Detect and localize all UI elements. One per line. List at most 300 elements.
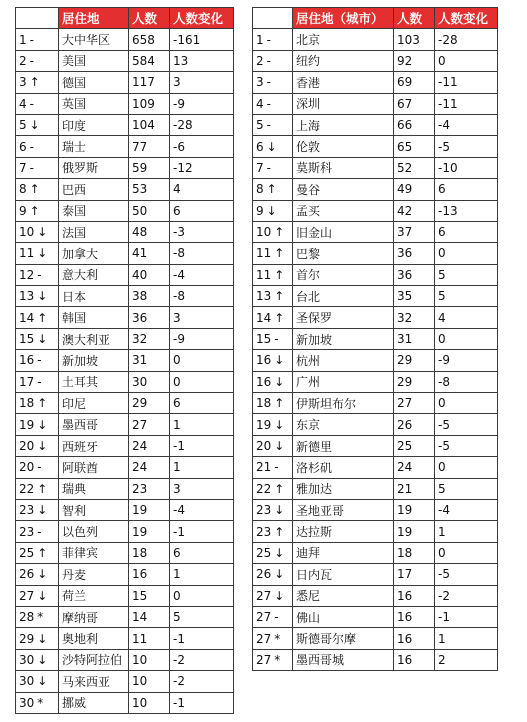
count-cell: 17	[394, 564, 435, 585]
rank-trend-icon: ↓	[274, 374, 285, 389]
location-cell: 韩国	[59, 307, 129, 328]
table-row	[16, 564, 234, 585]
rank-trend-icon: ↓	[37, 567, 48, 582]
count-cell: 40	[129, 264, 170, 285]
count-cell: 52	[394, 157, 435, 178]
location-cell: 墨西哥城	[293, 649, 394, 670]
count-cell: 29	[394, 350, 435, 371]
change-cell: -5	[435, 564, 498, 585]
rank-cell	[253, 521, 293, 542]
change-cell: 1	[435, 628, 498, 649]
table-row	[253, 114, 498, 135]
count-cell: 36	[129, 307, 170, 328]
rank-cell	[253, 542, 293, 563]
count-cell: 104	[129, 114, 170, 135]
rank-cell	[16, 157, 59, 178]
count-cell: 48	[129, 221, 170, 242]
count-cell: 32	[129, 328, 170, 349]
table-row	[16, 114, 234, 135]
location-cell: 土耳其	[59, 371, 129, 392]
table-row	[253, 221, 498, 242]
table-row	[253, 72, 498, 93]
rank-number: 1	[256, 32, 264, 47]
count-cell: 16	[394, 606, 435, 627]
location-cell: 瑞典	[59, 478, 129, 499]
table-row	[253, 136, 498, 157]
location-cell: 首尔	[293, 264, 394, 285]
count-cell: 30	[129, 371, 170, 392]
location-cell: 新加坡	[59, 350, 129, 371]
change-cell: 6	[170, 200, 234, 221]
count-cell: 27	[129, 414, 170, 435]
change-cell: -4	[435, 499, 498, 520]
table-row	[253, 393, 498, 414]
rank-cell	[253, 179, 293, 200]
rank-trend-icon: *	[274, 631, 281, 646]
rank-number: 26	[256, 567, 272, 582]
rank-cell	[253, 457, 293, 478]
location-cell: 佛山	[293, 606, 394, 627]
rank-trend-icon: ↓	[266, 203, 277, 218]
rank-trend-icon: ↓	[266, 139, 277, 154]
rank-cell	[253, 50, 293, 71]
change-cell: -5	[435, 414, 498, 435]
change-cell: -1	[170, 628, 234, 649]
rank-trend-icon: ↓	[37, 439, 48, 453]
change-cell: -13	[435, 200, 498, 221]
rank-trend-icon: ↑	[274, 246, 285, 261]
table-row	[253, 93, 498, 114]
rank-number: 23	[256, 503, 272, 518]
location-cell: 斯德哥尔摩	[293, 628, 394, 649]
rank-trend-icon: ↓	[274, 503, 285, 518]
rank-number: 13	[19, 289, 35, 304]
change-cell: -8	[435, 371, 498, 392]
change-cell: 0	[435, 50, 498, 71]
count-cell: 19	[394, 499, 435, 520]
location-cell: 洛杉矶	[293, 457, 394, 478]
location-cell: 西班牙	[59, 435, 129, 456]
rank-trend-icon: *	[37, 610, 44, 625]
country-ranking-table	[15, 7, 234, 714]
rank-trend-icon: ↑	[274, 481, 285, 496]
rank-trend-icon: ↓	[37, 417, 48, 432]
change-cell: -9	[435, 350, 498, 371]
change-cell: -12	[170, 157, 234, 178]
change-cell: -11	[435, 93, 498, 114]
change-cell: 6	[170, 542, 234, 563]
location-cell: 英国	[59, 93, 129, 114]
count-cell: 19	[129, 499, 170, 520]
rank-number: 1	[19, 32, 27, 47]
change-cell: -2	[170, 671, 234, 692]
change-cell: -28	[435, 29, 498, 50]
rank-number: 16	[256, 374, 272, 389]
rank-trend-icon: -	[266, 75, 271, 90]
rank-cell	[253, 136, 293, 157]
table-row	[253, 179, 498, 200]
rank-number: 10	[19, 225, 35, 240]
rank-cell	[253, 200, 293, 221]
rank-trend-icon: ↓	[37, 503, 48, 518]
rank-number: 20	[19, 439, 35, 453]
change-cell: 1	[170, 414, 234, 435]
rank-number: 14	[19, 310, 35, 325]
rank-number: 27	[256, 588, 272, 603]
rank-trend-icon: ↑	[266, 182, 277, 197]
count-cell: 10	[129, 649, 170, 670]
rank-number: 7	[256, 160, 264, 175]
rank-number: 20	[256, 439, 272, 453]
rank-number: 25	[256, 545, 272, 560]
rank-number: 6	[256, 139, 264, 154]
location-cell: 德国	[59, 72, 129, 93]
rank-cell	[253, 371, 293, 392]
table-row	[253, 200, 498, 221]
location-cell: 挪威	[59, 692, 129, 713]
rank-trend-icon: -	[37, 353, 42, 368]
rank-trend-icon: -	[29, 139, 34, 154]
rank-header	[253, 8, 293, 29]
count-cell: 92	[394, 50, 435, 71]
change-cell: -28	[170, 114, 234, 135]
rank-cell	[16, 307, 59, 328]
rank-cell	[16, 564, 59, 585]
rank-trend-icon: ↑	[37, 481, 48, 496]
count-cell: 36	[394, 264, 435, 285]
change-cell: 0	[170, 350, 234, 371]
count-cell: 59	[129, 157, 170, 178]
rank-cell	[253, 157, 293, 178]
rank-cell	[253, 286, 293, 307]
location-cell: 台北	[293, 286, 394, 307]
rank-cell	[16, 200, 59, 221]
rank-cell	[16, 179, 59, 200]
rank-trend-icon: ↓	[274, 588, 285, 603]
rank-trend-icon: ↓	[274, 353, 285, 368]
location-cell: 东京	[293, 414, 394, 435]
table-row	[253, 29, 498, 50]
location-cell: 泰国	[59, 200, 129, 221]
change-cell: 6	[435, 179, 498, 200]
rank-cell	[253, 350, 293, 371]
table-row	[253, 414, 498, 435]
rank-trend-icon: ↓	[274, 439, 285, 453]
location-cell: 巴黎	[293, 243, 394, 264]
table-row	[16, 649, 234, 670]
count-header: 人数	[394, 8, 435, 29]
rank-number: 12	[19, 267, 35, 282]
table-row	[253, 50, 498, 71]
change-cell: -5	[435, 136, 498, 157]
table-row	[16, 136, 234, 157]
rank-number: 23	[19, 503, 35, 518]
location-cell: 曼谷	[293, 179, 394, 200]
table-row	[16, 350, 234, 371]
table-row	[253, 606, 498, 627]
table-row	[16, 542, 234, 563]
change-cell: -1	[170, 521, 234, 542]
table-row	[16, 221, 234, 242]
location-cell: 深圳	[293, 93, 394, 114]
rank-cell	[253, 478, 293, 499]
rank-number: 4	[19, 96, 27, 111]
rank-number: 23	[256, 524, 272, 539]
rank-number: 19	[256, 417, 272, 432]
count-cell: 67	[394, 93, 435, 114]
table-row	[16, 435, 234, 456]
rank-cell	[16, 29, 59, 50]
location-cell: 荷兰	[59, 585, 129, 606]
change-cell: -2	[435, 585, 498, 606]
count-cell: 14	[129, 606, 170, 627]
change-cell: 13	[170, 50, 234, 71]
rank-trend-icon: -	[29, 96, 34, 111]
rank-number: 19	[19, 417, 35, 432]
change-cell: -10	[435, 157, 498, 178]
table-row	[253, 328, 498, 349]
change-cell: 3	[170, 72, 234, 93]
rank-cell	[16, 350, 59, 371]
rank-number: 5	[256, 118, 264, 133]
rank-number: 16	[256, 353, 272, 368]
rank-trend-icon: -	[266, 96, 271, 111]
location-cell: 沙特阿拉伯	[59, 649, 129, 670]
change-cell: 0	[435, 457, 498, 478]
rank-number: 3	[19, 75, 27, 90]
city-ranking-table	[252, 7, 498, 671]
count-cell: 16	[394, 649, 435, 670]
rank-cell	[16, 649, 59, 670]
rank-cell	[16, 671, 59, 692]
rank-cell	[16, 393, 59, 414]
rank-cell	[16, 371, 59, 392]
count-cell: 69	[394, 72, 435, 93]
location-cell: 俄罗斯	[59, 157, 129, 178]
location-cell: 巴西	[59, 179, 129, 200]
location-cell: 阿联酋	[59, 457, 129, 478]
rank-cell	[16, 542, 59, 563]
change-cell: -9	[170, 328, 234, 349]
rank-number: 27	[256, 610, 272, 625]
count-cell: 36	[394, 243, 435, 264]
rank-trend-icon: ↑	[29, 182, 40, 197]
change-cell: -1	[170, 435, 234, 456]
count-cell: 77	[129, 136, 170, 157]
table-row	[253, 628, 498, 649]
table-row	[253, 499, 498, 520]
count-cell: 32	[394, 307, 435, 328]
rank-cell	[253, 72, 293, 93]
location-cell: 加拿大	[59, 243, 129, 264]
table-row	[253, 157, 498, 178]
rank-cell	[16, 72, 59, 93]
change-cell: 6	[435, 221, 498, 242]
rank-cell	[16, 499, 59, 520]
count-cell: 35	[394, 286, 435, 307]
count-cell: 65	[394, 136, 435, 157]
table-row	[16, 243, 234, 264]
table-row	[16, 157, 234, 178]
rank-trend-icon: *	[274, 652, 281, 667]
count-cell: 25	[394, 435, 435, 456]
change-cell: 5	[170, 606, 234, 627]
rank-cell	[253, 564, 293, 585]
change-cell: 2	[435, 649, 498, 670]
rank-trend-icon: ↑	[274, 396, 285, 411]
location-cell: 雅加达	[293, 478, 394, 499]
location-cell: 智利	[59, 499, 129, 520]
change-cell: -9	[170, 93, 234, 114]
header-row	[253, 8, 498, 29]
location-cell: 伊斯坦布尔	[293, 393, 394, 414]
rank-trend-icon: ↑	[37, 396, 48, 411]
change-cell: 5	[435, 478, 498, 499]
rank-number: 11	[19, 246, 35, 261]
rank-trend-icon: ↓	[37, 631, 48, 646]
location-cell: 新德里	[293, 435, 394, 456]
rank-trend-icon: ↓	[37, 332, 48, 347]
change-cell: -5	[435, 435, 498, 456]
table-row	[16, 371, 234, 392]
rank-trend-icon: ↑	[37, 310, 48, 325]
rank-number: 21	[256, 460, 272, 475]
change-cell: 4	[435, 307, 498, 328]
location-cell: 新加坡	[293, 328, 394, 349]
rank-cell	[16, 93, 59, 114]
rank-trend-icon: ↓	[37, 289, 48, 304]
count-cell: 24	[394, 457, 435, 478]
table-row	[253, 371, 498, 392]
location-cell: 悉尼	[293, 585, 394, 606]
rank-number: 14	[256, 310, 272, 325]
count-cell: 37	[394, 221, 435, 242]
rank-trend-icon: -	[274, 332, 279, 347]
rank-trend-icon: -	[37, 524, 42, 539]
change-cell: -6	[170, 136, 234, 157]
count-cell: 49	[394, 179, 435, 200]
table-row	[253, 307, 498, 328]
count-cell: 16	[129, 564, 170, 585]
rank-number: 16	[19, 353, 35, 368]
rank-number: 2	[256, 53, 264, 68]
count-cell: 24	[129, 457, 170, 478]
count-cell: 29	[394, 371, 435, 392]
rank-trend-icon: -	[266, 160, 271, 175]
rank-cell	[253, 628, 293, 649]
rank-cell	[253, 114, 293, 135]
rank-trend-icon: ↓	[274, 545, 285, 560]
table-row	[16, 478, 234, 499]
location-header: 居住地	[59, 8, 129, 29]
count-cell: 66	[394, 114, 435, 135]
rank-number: 22	[256, 481, 272, 496]
table-row	[16, 414, 234, 435]
location-cell: 日内瓦	[293, 564, 394, 585]
location-cell: 圣地亚哥	[293, 499, 394, 520]
table-row	[253, 649, 498, 670]
change-cell: -4	[170, 499, 234, 520]
location-cell: 瑞士	[59, 136, 129, 157]
rank-number: 30	[19, 674, 35, 689]
rank-number: 23	[19, 524, 35, 539]
location-cell: 奥地利	[59, 628, 129, 649]
rank-number: 13	[256, 289, 272, 304]
rank-trend-icon: -	[37, 374, 42, 389]
table-row	[16, 585, 234, 606]
rank-cell	[16, 414, 59, 435]
count-cell: 38	[129, 286, 170, 307]
change-cell: 0	[435, 542, 498, 563]
table-row	[16, 50, 234, 71]
table-row	[16, 72, 234, 93]
rank-trend-icon: -	[266, 118, 271, 133]
change-header: 人数变化	[435, 8, 498, 29]
rank-trend-icon: ↑	[274, 289, 285, 304]
location-cell: 法国	[59, 221, 129, 242]
count-cell: 10	[129, 671, 170, 692]
rank-trend-icon: -	[29, 32, 34, 47]
change-cell: 0	[435, 393, 498, 414]
location-cell: 丹麦	[59, 564, 129, 585]
location-cell: 旧金山	[293, 221, 394, 242]
rank-cell	[253, 435, 293, 456]
table-row	[16, 628, 234, 649]
rank-cell	[253, 307, 293, 328]
change-cell: -2	[170, 649, 234, 670]
location-cell: 美国	[59, 50, 129, 71]
count-cell: 109	[129, 93, 170, 114]
rank-cell	[16, 692, 59, 713]
rank-number: 15	[256, 332, 272, 347]
table-row	[16, 307, 234, 328]
rank-cell	[253, 499, 293, 520]
table-row	[16, 457, 234, 478]
count-header: 人数	[129, 8, 170, 29]
rank-trend-icon: -	[37, 460, 42, 475]
table-row	[16, 671, 234, 692]
rank-trend-icon: ↑	[37, 545, 48, 560]
rank-trend-icon: ↓	[274, 567, 285, 582]
location-cell: 马来西亚	[59, 671, 129, 692]
change-cell: -3	[170, 221, 234, 242]
rank-number: 15	[19, 332, 35, 347]
count-cell: 27	[394, 393, 435, 414]
table-row	[253, 243, 498, 264]
location-cell: 达拉斯	[293, 521, 394, 542]
count-cell: 117	[129, 72, 170, 93]
rank-number: 20	[19, 460, 35, 475]
location-cell: 莫斯科	[293, 157, 394, 178]
rank-trend-icon: -	[37, 267, 42, 282]
rank-number: 4	[256, 96, 264, 111]
rank-trend-icon: ↑	[29, 203, 40, 218]
rank-trend-icon: -	[274, 610, 279, 625]
rank-number: 28	[19, 610, 35, 625]
rank-cell	[16, 606, 59, 627]
count-cell: 41	[129, 243, 170, 264]
rank-cell	[16, 264, 59, 285]
change-cell: 0	[435, 328, 498, 349]
table-row	[253, 564, 498, 585]
rank-trend-icon: -	[266, 32, 271, 47]
change-cell: 1	[170, 564, 234, 585]
table-row	[253, 478, 498, 499]
count-cell: 658	[129, 29, 170, 50]
rank-trend-icon: -	[266, 53, 271, 68]
table-row	[253, 457, 498, 478]
rank-number: 3	[256, 75, 264, 90]
